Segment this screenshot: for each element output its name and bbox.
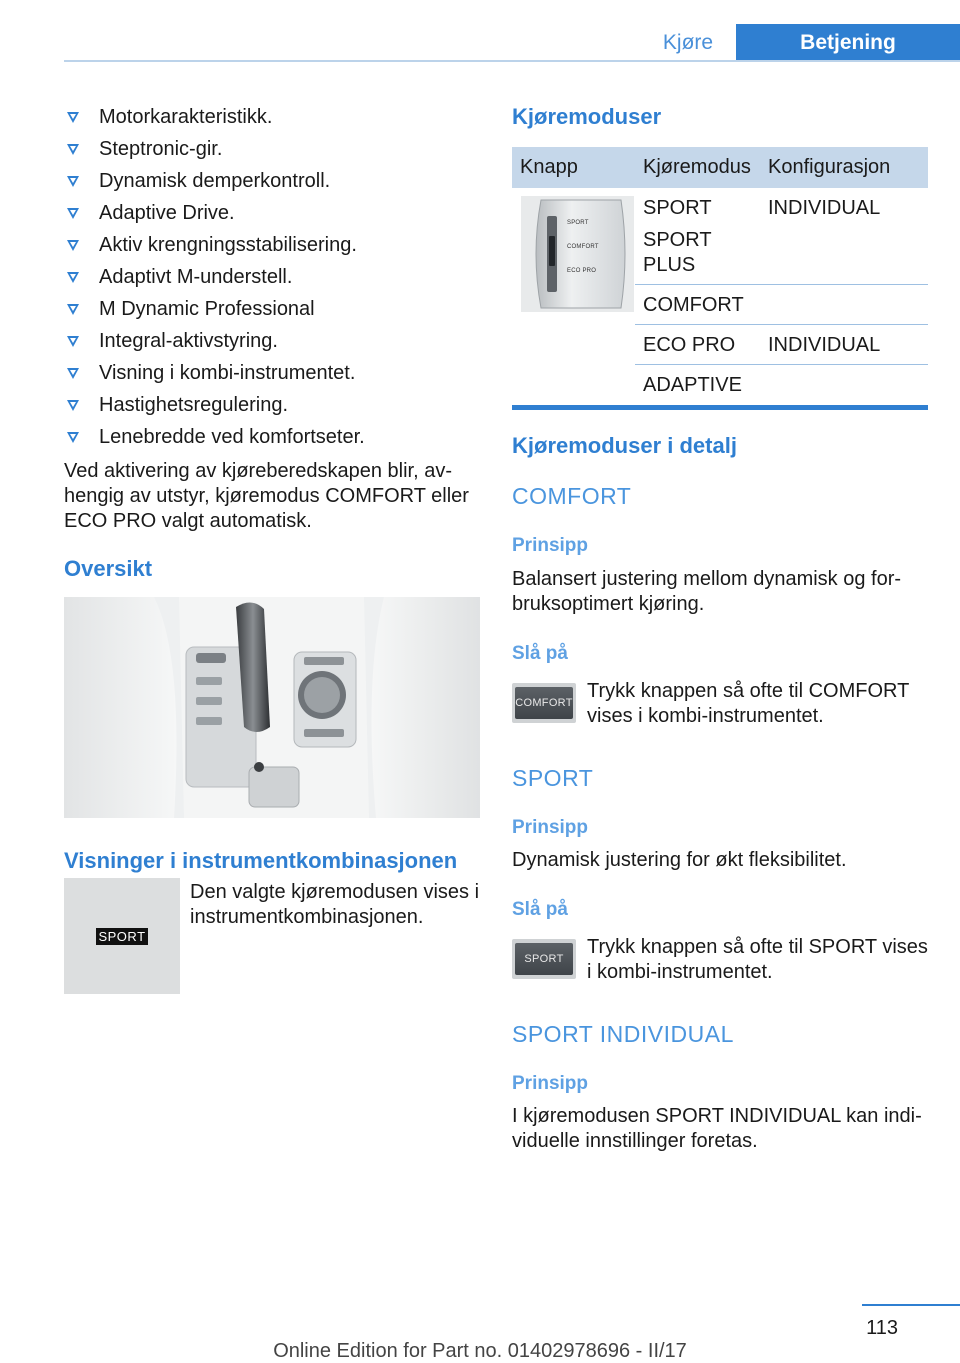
edition-footer: Online Edition for Part no. 01402978696 - II/17 <box>273 1340 687 1362</box>
list-item: Adaptivt M-understell. <box>64 261 484 293</box>
list-item: Hastighetsregulering. <box>64 389 484 421</box>
table-header-cell: Knapp <box>520 156 578 178</box>
triangle-bullet-icon <box>67 368 79 379</box>
triangle-bullet-icon <box>67 336 79 347</box>
triangle-bullet-icon <box>67 176 79 187</box>
list-item: Lenebredde ved komfortseter. <box>64 421 484 453</box>
list-item: Aktiv krengningsstabilisering. <box>64 229 484 261</box>
footer-rule <box>862 1304 960 1306</box>
list-item: Adaptive Drive. <box>64 197 484 229</box>
table-cell-mode: ECO PRO <box>643 334 736 356</box>
table-row-divider <box>635 284 928 285</box>
knob-label-comfort: COMFORT <box>567 244 599 250</box>
list-item: Integral-aktivstyring. <box>64 325 484 357</box>
sport-button-image <box>512 939 576 979</box>
triangle-bullet-icon <box>67 304 79 315</box>
triangle-bullet-icon <box>67 272 79 283</box>
knob-label-sport: SPORT <box>567 220 589 226</box>
display-heading: Visninger i instrumentkombinasjonen <box>64 848 458 873</box>
header-section: Kjøre <box>662 31 714 54</box>
list-item: Motorkarakteristikk. <box>64 101 484 133</box>
table-cell-config: INDIVIDUAL <box>768 197 881 219</box>
table-header-cell: Kjøremodus <box>643 156 751 178</box>
table-cell-mode: ADAPTIVE <box>643 374 742 396</box>
table-cell-mode: COMFORT <box>643 294 744 316</box>
comfort-principle-label: Prinsipp <box>512 535 589 556</box>
sport-individual-principle-label: Prinsipp <box>512 1073 589 1094</box>
comfort-principle-text: Balansert justering mellom dynamisk og for-bruksoptimert kjøring. <box>512 568 902 615</box>
comfort-button-image <box>512 683 576 723</box>
table-cell-mode: SPORT PLUS <box>643 229 712 276</box>
modes-table-heading: Kjøremoduser <box>512 104 662 129</box>
center-console-illustration <box>64 597 480 818</box>
page-number: 113 <box>866 1317 898 1339</box>
table-header-cell: Konfigurasjon <box>768 156 891 178</box>
header-rule <box>64 60 960 62</box>
sport-individual-title: SPORT INDIVIDUAL <box>512 1021 734 1047</box>
table-cell-config: INDIVIDUAL <box>768 334 881 356</box>
list-item: Steptronic-gir. <box>64 133 484 165</box>
comfort-activate-text: Trykk knappen så ofte til COMFORT vises i kombi-instrumentet. <box>587 680 909 727</box>
triangle-bullet-icon <box>67 432 79 443</box>
comfort-title: COMFORT <box>512 483 632 509</box>
list-item: Dynamisk demperkontroll. <box>64 165 484 197</box>
activation-paragraph: Ved aktivering av kjøreberedskapen blir, av-hengig av utstyr, kjøremodus COMFORT eller ECO PRO valgt automatisk. <box>64 460 469 532</box>
comfort-activate-label: Slå på <box>512 643 568 664</box>
triangle-bullet-icon <box>67 144 79 155</box>
feature-list <box>64 101 484 453</box>
sport-principle-label: Prinsipp <box>512 817 589 838</box>
sport-button-face: SPORT <box>515 943 573 975</box>
table-bottom-rule <box>512 405 928 410</box>
triangle-bullet-icon <box>67 240 79 251</box>
table-row-divider <box>635 364 928 365</box>
header-chapter-tab: Betjening <box>736 24 960 62</box>
sport-activate-text: Trykk knappen så ofte til SPORT vises i kombi-instrumentet. <box>587 936 928 983</box>
overview-heading: Oversikt <box>64 556 153 581</box>
display-description: Den valgte kjøremodusen vises i instrumentkombinasjonen. <box>190 881 480 928</box>
comfort-button-face: COMFORT <box>515 687 573 719</box>
detail-heading: Kjøremoduser i detalj <box>512 433 737 458</box>
sport-activate-label: Slå på <box>512 899 568 920</box>
knob-label-eco-pro: ECO PRO <box>567 268 597 274</box>
table-row-divider <box>635 324 928 325</box>
table-cell-mode: SPORT <box>643 197 712 219</box>
mode-switch-illustration <box>521 196 634 312</box>
table-header-row <box>512 147 928 188</box>
sport-principle-text: Dynamisk justering for økt fleksibilitet. <box>512 849 847 871</box>
triangle-bullet-icon <box>67 112 79 123</box>
driving-mode-switch-image <box>521 196 634 312</box>
list-item: M Dynamic Professional <box>64 293 484 325</box>
sport-individual-principle-text: I kjøremodusen SPORT INDIVIDUAL kan indi-viduelle innstillinger foretas. <box>512 1105 922 1152</box>
sport-title: SPORT <box>512 765 594 791</box>
triangle-bullet-icon <box>67 400 79 411</box>
list-item: Visning i kombi-instrumentet. <box>64 357 484 389</box>
triangle-bullet-icon <box>67 208 79 219</box>
instrument-display-image <box>64 878 180 994</box>
display-mode-chip: SPORT <box>96 928 148 945</box>
center-console-photo <box>64 597 480 818</box>
